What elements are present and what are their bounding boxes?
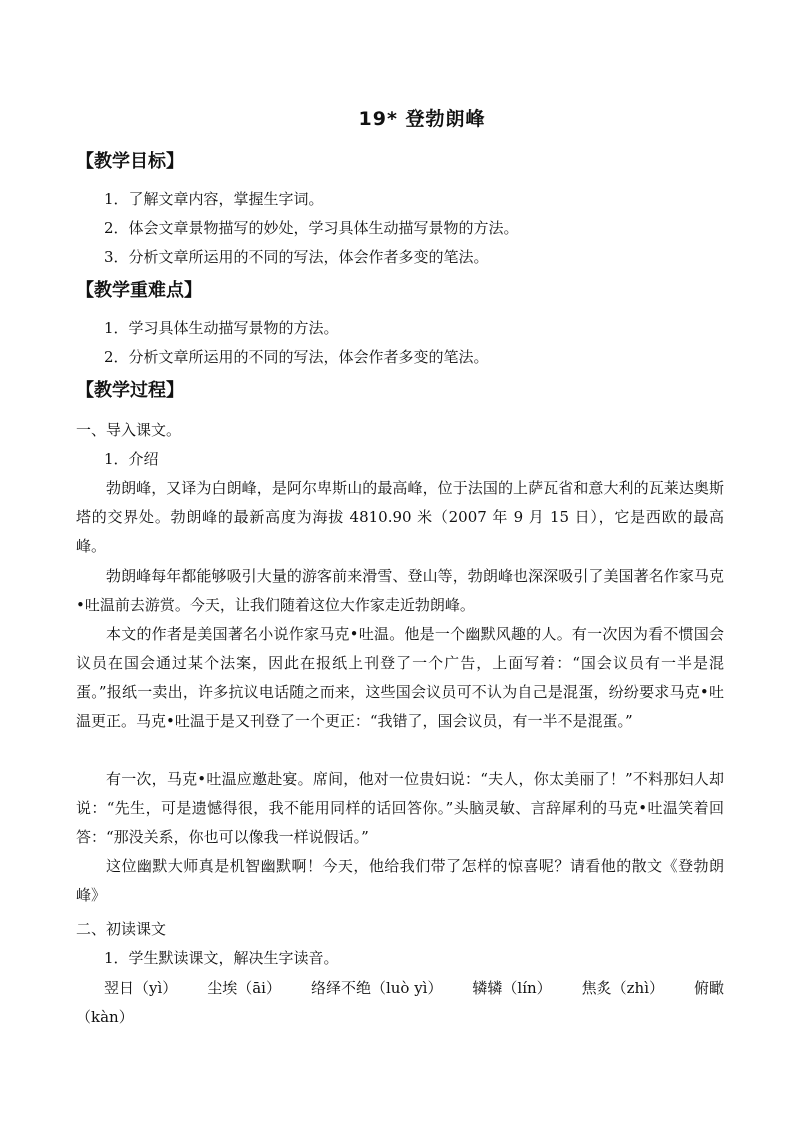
paragraph-author: 本文的作者是美国著名小说作家马克•吐温。他是一个幽默风趣的人。有一次因为看不惯国会议员在国会通过某个法案，因此在报纸上刊登了一个广告，上面写着：“国会议员有一半是混蛋。”报纸一卖出，许多抗议电话随之而来，这些国会议员可不认为自己是混蛋，纷纷要求马克•吐温更正。马克•吐温于是又刊登了一个更正：“我错了，国会议员，有一半不是混蛋。” bbox=[76, 625, 724, 730]
paragraph-transition: 这位幽默大师真是机智幽默啊！今天，他给我们带了怎样的惊喜呢？请看他的散文《登勃朗峰》 bbox=[76, 857, 724, 904]
pinyin-tail: （kàn） bbox=[76, 1008, 134, 1026]
paragraph-anecdote: 有一次，马克•吐温应邀赴宴。席间，他对一位贵妇说：“夫人，你太美丽了！”不料那妇人却说：“先生，可是遗憾得很，我不能用同样的话回答你。”头脑灵敏、言辞犀利的马克•吐温笑着回答：“那没关系，你也可以像我一样说假话。” bbox=[76, 770, 724, 846]
goal-item: 3．分析文章所运用的不同的写法，体会作者多变的笔法。 bbox=[104, 248, 489, 266]
paragraph-tourism: 勃朗峰每年都能够吸引大量的游客前来滑雪、登山等，勃朗峰也深深吸引了美国著名作家马克•吐温前去游赏。今天，让我们随着这位大作家走近勃朗峰。 bbox=[76, 567, 724, 614]
goal-item: 1．了解文章内容，掌握生字词。 bbox=[104, 190, 324, 208]
pinyin-list bbox=[76, 974, 724, 1003]
process-part1-sub: 1．介绍 bbox=[104, 450, 159, 468]
pinyin-item: 俯瞰 bbox=[693, 979, 724, 997]
section-heading-key-points: 【教学重难点】 bbox=[76, 280, 202, 301]
process-part2-sub: 1．学生默读课文，解决生字读音。 bbox=[104, 949, 339, 967]
key-point-item: 1．学习具体生动描写景物的方法。 bbox=[104, 319, 339, 337]
paragraph-intro: 勃朗峰，又译为白朗峰，是阿尔卑斯山的最高峰，位于法国的上萨瓦省和意大利的瓦莱达奥斯塔的交界处。勃朗峰的最新高度为海拔 4810.90 米（2007 年 9 月 15 日），它是西欧的最高峰。 bbox=[76, 479, 724, 555]
section-heading-goals: 【教学目标】 bbox=[76, 151, 184, 172]
process-part1-heading: 一、导入课文。 bbox=[76, 421, 182, 439]
process-part2-heading: 二、初读课文 bbox=[76, 920, 167, 938]
pinyin-item: 翌日（yì） bbox=[104, 979, 178, 997]
pinyin-item: 辚辚（lín） bbox=[472, 979, 552, 997]
goal-item: 2．体会文章景物描写的妙处，学习具体生动描写景物的方法。 bbox=[104, 219, 519, 237]
pinyin-item: 尘埃（āi） bbox=[207, 979, 281, 997]
key-point-item: 2．分析文章所运用的不同的写法，体会作者多变的笔法。 bbox=[104, 348, 489, 366]
pinyin-item: 焦炙（zhì） bbox=[581, 979, 665, 997]
pinyin-item: 络绎不绝（luò yì） bbox=[310, 979, 443, 997]
section-heading-process: 【教学过程】 bbox=[76, 380, 184, 401]
page-title: 19* 登勃朗峰 bbox=[358, 108, 486, 130]
